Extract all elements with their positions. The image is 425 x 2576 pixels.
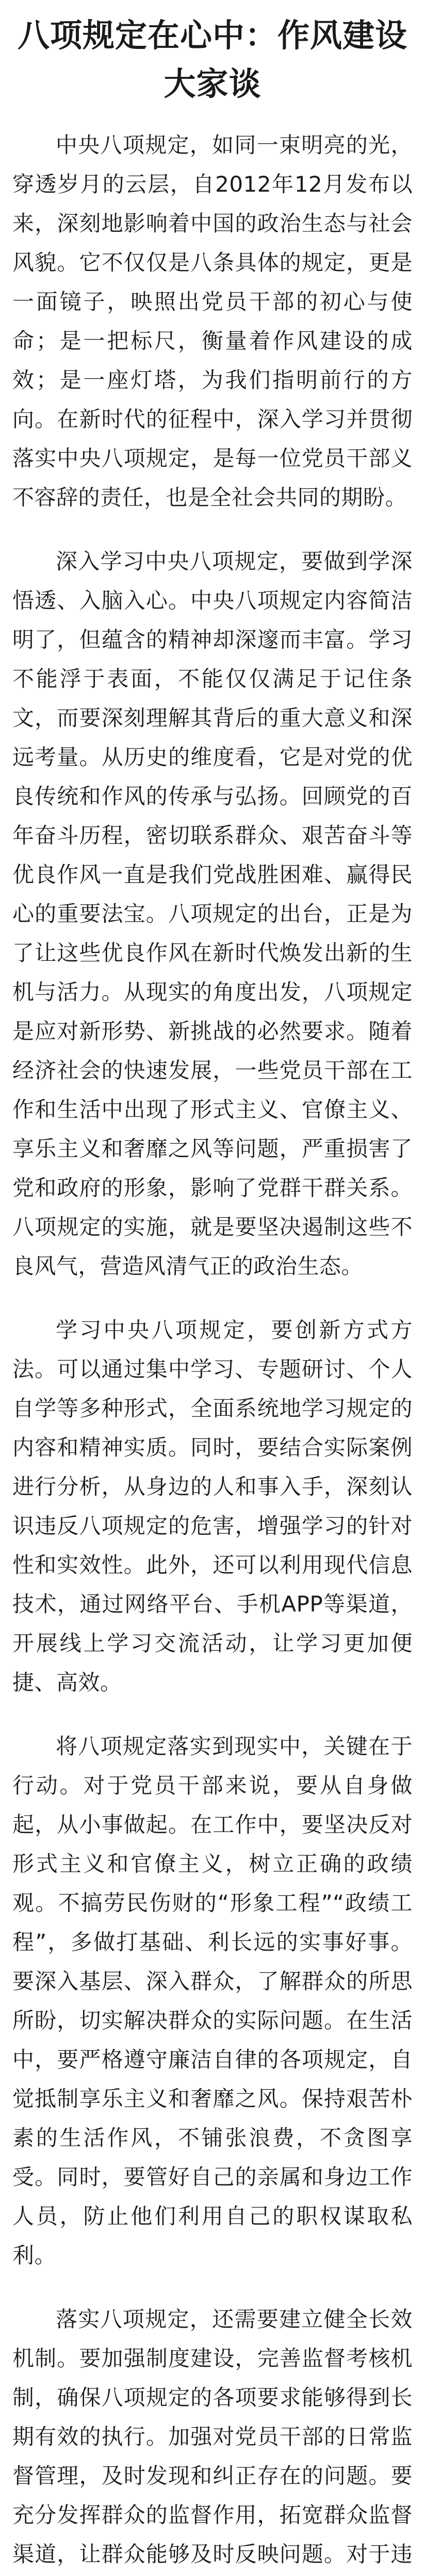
article-paragraph-5: 落实八项规定，还需要建立健全长效机制。要加强制度建设，完善监督考核机制，确保八项规定的各项要求能够得到长期有效的执行。加强对党员干部的日常监督管理，及时发现和纠正存在的问题。要充分发挥群众的监督作用，拓宽群众监督渠道，让群众能够及时反映问题。对于违 — [12, 2307, 413, 2567]
article-paragraph-3: 学习中央八项规定，要创新方式方法。可以通过集中学习、专题研讨、个人自学等多种形式，全面系统地学习规定的内容和精神实质。同时，要结合实际案例进行分析，从身边的人和事入手，深刻认识违反八项规定的危害，增强学习的针对性和实效性。此外，还可以利用现代信息技术，通过网络平台、手机APP等渠道，开展线上学习交流活动，让学习更加便捷、高效。 — [12, 1317, 413, 1695]
article-paragraph-1: 中央八项规定，如同一束明亮的光，穿透岁月的云层，自2012年12月发布以来，深刻地影响着中国的政治生态与社会风貌。它不仅仅是八条具体的规定，更是一面镜子，映照出党员干部的初心与使命；是一把标尺，衡量着作风建设的成效；是一座灯塔，为我们指明前行的方向。在新时代的征程中，深入学习并贯彻落实中央八项规定，是每一位党员干部义不容辞的责任，也是全社会共同的期盼。 — [12, 132, 413, 510]
article-title: 八项规定在心中：作风建设大家谈 — [17, 16, 407, 103]
article-paragraph-4: 将八项规定落实到现实中，关键在于行动。对于党员干部来说，要从自身做起，从小事做起。在工作中，要坚决反对形式主义和官僚主义，树立正确的政绩观。不搞劳民伤财的“形象工程”“政绩工程”，多做打基础、利长远的实事好事。要深入基层、深入群众，了解群众的所思所盼，切实解决群众的实际问题。在生活中，要严格遵守廉洁自律的各项规定，自觉抵制享乐主义和奢靡之风。保持艰苦朴素的生活作风，不铺张浪费，不贪图享受。同时，要管好自己的亲属和身边工作人员，防止他们利用自己的职权谋取私利。 — [12, 1734, 413, 2268]
article-paragraph-2: 深入学习中央八项规定，要做到学深悟透、入脑入心。中央八项规定内容简洁明了，但蕴含的精神却深邃而丰富。学习不能浮于表面，不能仅仅满足于记住条文，而要深刻理解其背后的重大意义和深远考量。从历史的维度看，它是对党的优良传统和作风的传承与弘扬。回顾党的百年奋斗历程，密切联系群众、艰苦奋斗等优良作风一直是我们党战胜困难、赢得民心的重要法宝。八项规定的出台，正是为了让这些优良作风在新时代焕发出新的生机与活力。从现实的角度出发，八项规定是应对新形势、新挑战的必然要求。随着经济社会的快速发展，一些党员干部在工作和生活中出现了形式主义、官僚主义、享乐主义和奢靡之风等问题，严重损害了党和政府的形象，影响了党群干群关系。八项规定的实施，就是要坚决遏制这些不良风气，营造风清气正的政治生态。 — [12, 549, 413, 1279]
